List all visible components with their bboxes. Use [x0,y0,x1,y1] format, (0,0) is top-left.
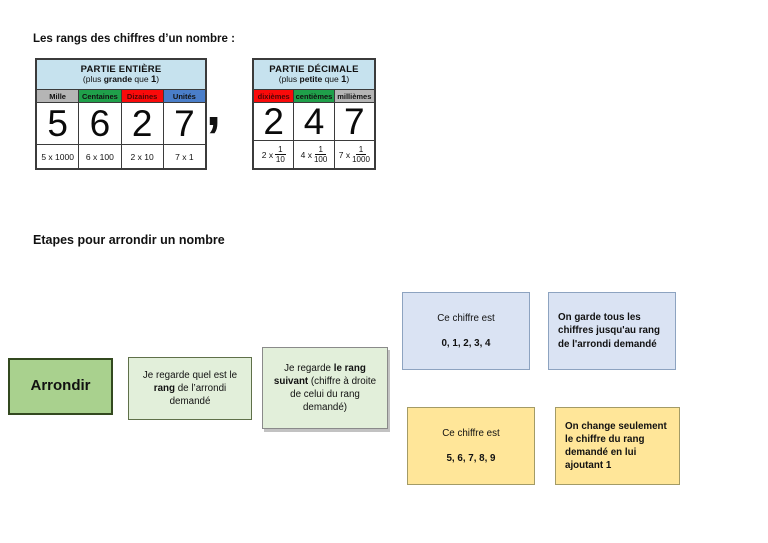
text-segment: de l’arrondi demandé [169,382,227,408]
text-segment-bold: rang [153,382,176,394]
flow-start-label: Arrondir [30,377,91,395]
decimal-part-table [252,58,376,170]
fraction-factor: 7 x [338,149,351,160]
value-hundreds: 6 x 100 [79,145,121,168]
flow-case-high-box [407,407,535,485]
flow-step-next-text [270,362,380,415]
flow-action-add-box [555,407,680,485]
flow-step-rank-text [135,369,245,409]
subtitle-pre: (plus [82,73,104,84]
decimal-comma: , [206,77,222,137]
integer-table-header [37,60,205,90]
digit-hundredths: 4 [294,103,334,140]
value-thousandths [335,141,374,168]
fraction [352,145,370,164]
decimal-digits-row [254,103,374,141]
flow-action-keep-box [548,292,676,370]
value-units: 7 x 1 [175,151,194,162]
value-thousands: 5 x 1000 [37,145,79,168]
case-high-line1: Ce chiffre est [442,427,500,439]
case-low-line1: Ce chiffre est [437,312,495,324]
decimal-rank-labels-row [254,90,374,103]
subtitle-post: ) [346,73,350,84]
text-segment: Je regarde quel est le [142,369,238,381]
value-hundredths [294,141,334,168]
subtitle-number: 1 [150,73,157,85]
integer-values-row [37,145,205,168]
value-tens: 2 x 10 [122,145,164,168]
text-segment: (chiffre à droite de celui du rang demandé) [290,375,377,414]
fraction [275,145,285,164]
digit-thousands: 5 [37,103,79,144]
integer-rank-labels-row [37,90,205,103]
decimal-table-subtitle [279,75,350,85]
fraction-factor: 4 x [300,149,312,160]
digit-tens: 2 [122,103,164,144]
fraction-factor: 2 x [261,149,274,160]
fraction-denominator: 100 [313,155,328,164]
rank-label-unites: Unités [164,90,205,102]
fraction-numerator: 1 [356,145,366,155]
rank-label-mille: Mille [37,90,79,102]
flow-case-low-box [402,292,530,370]
digit-thousandths: 7 [344,103,365,140]
digit-tenths: 2 [254,103,294,140]
digit-hundreds: 6 [79,103,121,144]
integer-table-subtitle [83,75,159,85]
subtitle-bold-word: grande [103,73,133,84]
value-tenths [254,141,294,168]
subtitle-bold-word: petite [299,73,323,84]
fraction-numerator: 1 [275,145,285,155]
text-segment: Je regarde [284,362,334,374]
fraction-numerator: 1 [315,145,325,155]
steps-section-title: Etapes pour arrondir un nombre [33,233,225,247]
flow-action-add-text: On change seulement le chiffre du rang demandé en lui ajoutant 1 [565,420,667,472]
ranks-section-title: Les rangs des chiffres d’un nombre : [33,33,235,45]
decimal-table-title: PARTIE DÉCIMALE [269,63,359,75]
case-high-digits: 5, 6, 7, 8, 9 [446,453,496,464]
case-low-digits: 0, 1, 2, 3, 4 [441,338,491,349]
rank-label-centiemes: centièmes [294,90,334,102]
integer-digits-row [37,103,205,145]
integer-table-title: PARTIE ENTIÈRE [80,63,162,75]
subtitle-post: ) [156,73,160,84]
fraction [314,145,327,164]
subtitle-number: 1 [341,73,347,85]
text-segment-bold: le rang suivant [273,362,366,387]
fraction-denominator: 10 [275,155,285,164]
flow-start-box [8,358,113,415]
rank-label-milliemes: millièmes [335,90,374,102]
subtitle-pre: (plus [278,73,300,84]
subtitle-mid: que [132,73,151,84]
flow-action-keep-text: On garde tous les chiffres jusqu'au rang de l'arrondi demandé [558,312,660,350]
rank-label-dixiemes: dixièmes [254,90,294,102]
flow-step-rank-box [128,357,252,420]
rank-label-centaines: Centaines [79,90,121,102]
digit-units: 7 [174,103,195,144]
decimal-values-row [254,141,374,168]
decimal-table-header [254,60,374,90]
fraction-denominator: 1000 [352,155,370,164]
subtitle-mid: que [322,73,342,84]
rank-label-dizaines: Dizaines [122,90,164,102]
integer-part-table [35,58,207,170]
flow-step-next-box [262,347,388,429]
